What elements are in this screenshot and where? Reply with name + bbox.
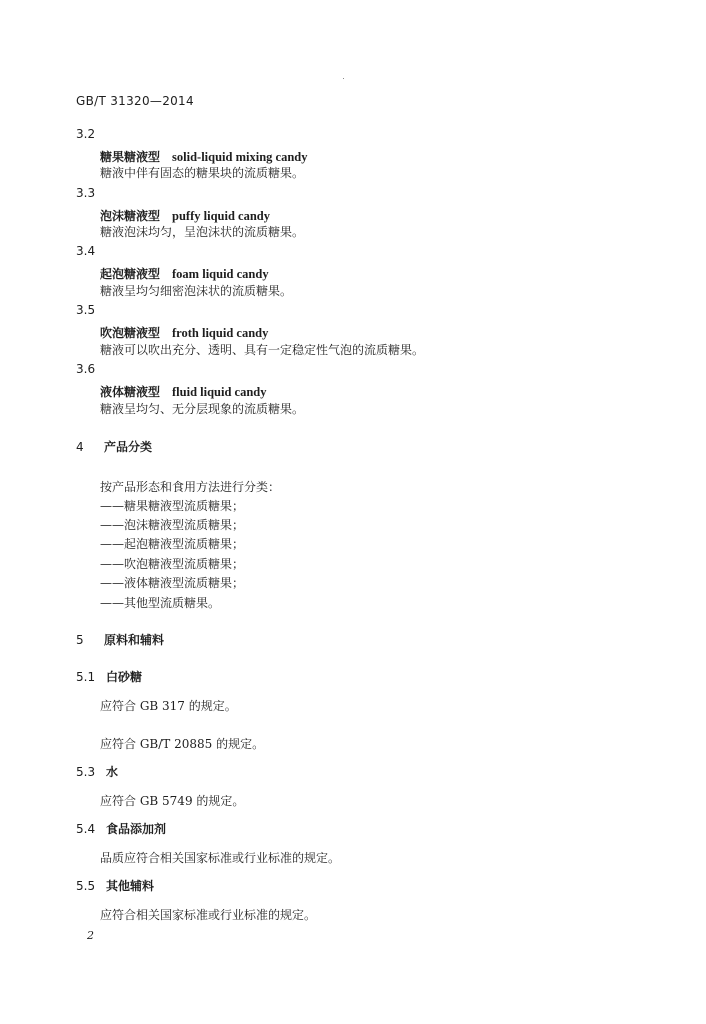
list-item: ——液体糖液型流质糖果；: [100, 576, 245, 590]
section-number: 5: [76, 633, 84, 647]
subsection-number: 5.3: [76, 765, 96, 779]
subsection-heading: [76, 766, 118, 778]
subsection-text: 应符合相关国家标准或行业标准的规定。: [100, 908, 317, 922]
scan-speck: [343, 78, 344, 79]
subsection-text: 应符合 GB/T 20885 的规定。: [100, 737, 265, 751]
term-number: 3.2: [76, 127, 96, 141]
standard-code: GB/T 31320—2014: [76, 94, 194, 108]
term-definition: 糖液呈均匀、无分层现象的流质糖果。: [100, 402, 305, 416]
subsection-number: 5.4: [76, 822, 96, 836]
term-number: 3.4: [76, 244, 96, 258]
term-chinese: 吹泡糖液型: [100, 326, 161, 340]
subsection-title: 水: [106, 765, 119, 779]
list-item: ——其他型流质糖果。: [100, 596, 221, 610]
term-english: puffy liquid candy: [172, 209, 270, 223]
section-title: 原料和辅料: [104, 633, 165, 647]
term-heading: [100, 148, 307, 164]
term-heading: [100, 383, 267, 399]
classification-intro: 按产品形态和食用方法进行分类：: [100, 480, 281, 494]
subsection-text: 应符合 GB 317 的规定。: [100, 699, 237, 713]
list-item: ——泡沫糖液型流质糖果；: [100, 518, 245, 532]
term-heading: [100, 265, 269, 281]
term-chinese: 起泡糖液型: [100, 267, 161, 281]
list-item: ——起泡糖液型流质糖果；: [100, 537, 245, 551]
section-heading: [76, 634, 164, 646]
subsection-text: 品质应符合相关国家标准或行业标准的规定。: [100, 851, 341, 865]
term-heading: [100, 324, 268, 340]
list-item: ——糖果糖液型流质糖果；: [100, 499, 245, 513]
subsection-title: 白砂糖: [106, 670, 143, 684]
term-english: foam liquid candy: [172, 267, 269, 281]
term-chinese: 液体糖液型: [100, 385, 161, 399]
term-number: 3.5: [76, 303, 96, 317]
subsection-number: 5.5: [76, 879, 96, 893]
term-definition: 糖液泡沫均匀，呈泡沫状的流质糖果。: [100, 225, 305, 239]
term-english: froth liquid candy: [172, 326, 269, 340]
section-title: 产品分类: [104, 440, 153, 454]
term-english: fluid liquid candy: [172, 385, 267, 399]
subsection-number: 5.1: [76, 670, 96, 684]
term-number: 3.3: [76, 186, 96, 200]
term-definition: 糖液呈均匀细密泡沫状的流质糖果。: [100, 284, 293, 298]
subsection-title: 食品添加剂: [106, 822, 167, 836]
subsection-heading: [76, 880, 154, 892]
term-chinese: 糖果糖液型: [100, 150, 161, 164]
subsection-heading: [76, 823, 166, 835]
term-number: 3.6: [76, 362, 96, 376]
subsection-heading: [76, 671, 142, 683]
list-item: ——吹泡糖液型流质糖果；: [100, 557, 245, 571]
term-definition: 糖液中伴有固态的糖果块的流质糖果。: [100, 166, 305, 180]
section-number: 4: [76, 440, 84, 454]
section-heading: [76, 441, 152, 453]
term-heading: [100, 207, 270, 223]
page-number: 2: [87, 929, 94, 942]
subsection-title: 其他辅料: [106, 879, 155, 893]
term-english: solid-liquid mixing candy: [172, 150, 308, 164]
term-chinese: 泡沫糖液型: [100, 209, 161, 223]
subsection-text: 应符合 GB 5749 的规定。: [100, 794, 245, 808]
term-definition: 糖液可以吹出充分、透明、具有一定稳定性气泡的流质糖果。: [100, 343, 425, 357]
